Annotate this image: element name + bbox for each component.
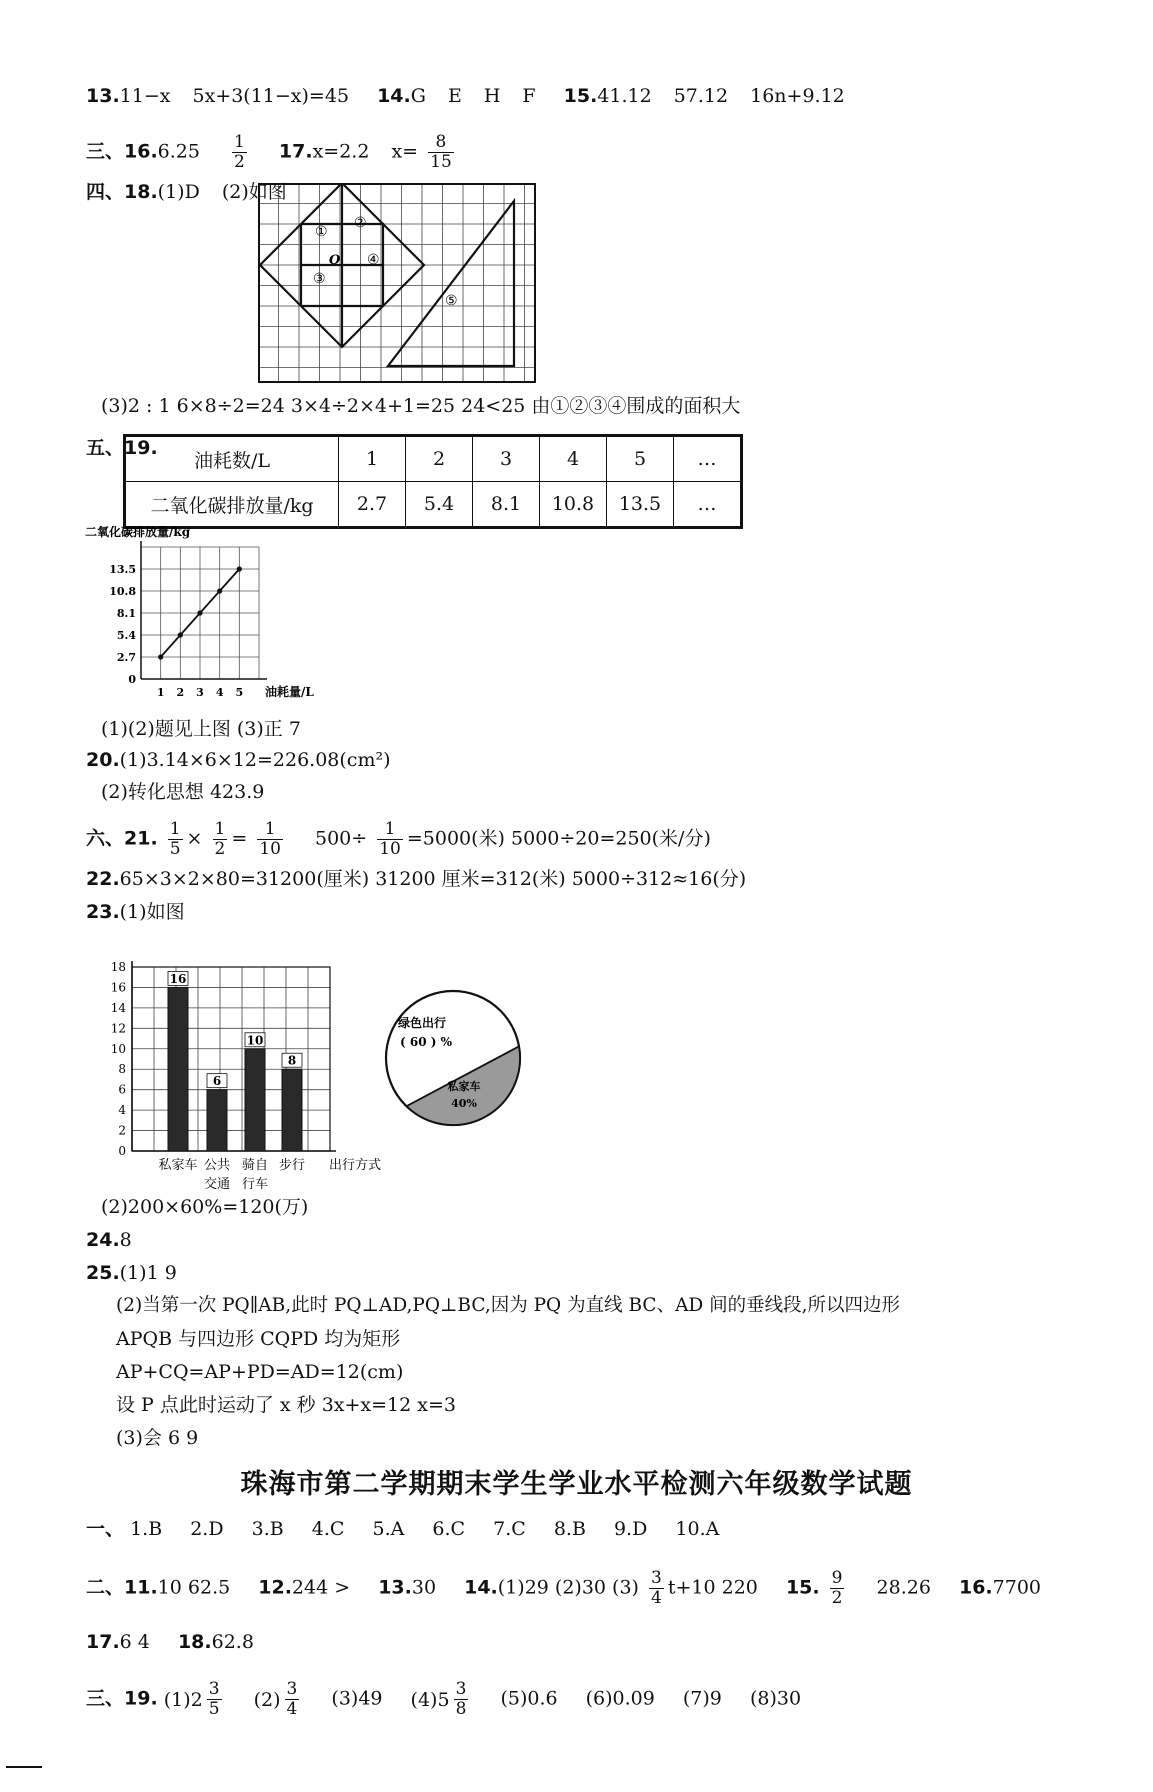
y-axis-label: 二氧化碳排放量/kg — [85, 526, 191, 539]
q15b-number: 15. — [785, 1576, 820, 1599]
table-cell: 3 — [473, 436, 540, 482]
q11-text: 10 62.5 — [157, 1576, 231, 1599]
x-tick-label: 5 — [235, 686, 244, 699]
travel-bar-chart — [100, 944, 390, 1194]
q22-number: 22. — [86, 868, 120, 890]
q12-number: 12. — [258, 1576, 292, 1599]
mc-answer: 2.D — [190, 1518, 224, 1540]
q14-number: 14. — [377, 85, 411, 107]
section-3-q19: 三、19. — [86, 1687, 158, 1710]
answer-line-17-18 — [86, 1630, 254, 1654]
answer-line-25-6: (3)会 6 9 — [116, 1427, 199, 1449]
label-1: ① — [315, 224, 328, 240]
data-point — [217, 588, 222, 593]
y-tick-label: 8 — [118, 1062, 126, 1077]
equals-sign: = — [231, 827, 248, 850]
answer-line-mc — [86, 1517, 719, 1541]
table-cell: 5.4 — [406, 482, 473, 528]
table-header-oil: 油耗数/L — [125, 436, 339, 482]
x-axis-label: 出行方式 — [328, 1158, 382, 1173]
q14-h: H — [483, 85, 501, 107]
fraction-1-10 — [257, 820, 283, 859]
bar — [245, 1049, 265, 1151]
times-sign: × — [186, 827, 203, 850]
answer-line-25-3: APQB 与四边形 CQPD 均为矩形 — [116, 1328, 401, 1350]
table-cell: 8.1 — [473, 482, 540, 528]
fraction-denominator: 15 — [430, 152, 452, 172]
q17-a: x=2.2 — [312, 140, 370, 163]
table-cell: … — [674, 436, 742, 482]
q15-c: 16n+9.12 — [750, 85, 845, 107]
data-point — [197, 610, 202, 615]
mc-answer: 6.C — [432, 1518, 466, 1540]
label-o: O — [329, 253, 341, 268]
fraction-3-4 — [649, 1569, 664, 1608]
p2-text: (2) — [253, 1688, 281, 1711]
fraction-denominator: 5 — [208, 1699, 220, 1719]
answer-line-19-sub: (1)(2)题见上图 (3)正 7 — [101, 718, 301, 740]
q15-number: 15. — [563, 85, 598, 107]
pie-slice-label: 私家车 — [447, 1080, 481, 1093]
label-4: ④ — [367, 252, 380, 268]
answer-line-24 — [86, 1228, 132, 1252]
fraction-1-2 — [213, 820, 228, 859]
data-point — [178, 632, 183, 637]
q24-text: 8 — [119, 1229, 132, 1251]
x-tick-label: 1 — [156, 686, 165, 699]
mc-answer: 8.B — [553, 1518, 586, 1540]
table-cell: 4 — [540, 436, 607, 482]
q17-b: x= — [391, 140, 419, 163]
mc-answer: 9.D — [613, 1518, 648, 1540]
table-row — [125, 482, 742, 528]
table-cell: 10.8 — [540, 482, 607, 528]
fraction-denominator: 8 — [455, 1699, 467, 1719]
fraction-numerator: 3 — [286, 1679, 298, 1699]
pie-slice-value: ( 60 ) % — [400, 1035, 452, 1049]
grid-figure — [258, 183, 536, 383]
q17-number: 17. — [278, 140, 313, 163]
y-tick-label: 6 — [118, 1082, 126, 1097]
oil-table — [123, 434, 743, 529]
q18-b: (2)如图 — [221, 181, 287, 203]
fraction-denominator: 10 — [259, 839, 281, 859]
table-header-co2: 二氧化碳排放量/kg — [125, 482, 339, 528]
bar — [282, 1069, 302, 1151]
bar-value-label: 16 — [169, 971, 187, 986]
q15-b: 57.12 — [673, 85, 729, 107]
y-tick-label: 16 — [110, 980, 126, 995]
answer-line-13-15 — [86, 84, 845, 108]
q17b-number: 17. — [86, 1631, 120, 1653]
fraction-numerator: 8 — [428, 133, 454, 153]
q20-text: (1)3.14×6×12=226.08(cm²) — [119, 749, 391, 771]
q23-number: 23. — [86, 901, 120, 923]
page-mark — [6, 1766, 42, 1768]
answer-line-22 — [86, 867, 746, 891]
fraction-half — [232, 133, 247, 172]
fraction-denominator: 2 — [831, 1588, 843, 1608]
fraction-denominator: 10 — [379, 839, 401, 859]
table-cell: 5 — [607, 436, 674, 482]
x-category-label: 公共 — [203, 1158, 231, 1173]
fraction-numerator: 9 — [831, 1568, 843, 1588]
fraction-9-2 — [830, 1569, 845, 1608]
travel-pie-chart — [382, 987, 524, 1129]
y-tick-label: 0 — [118, 1144, 126, 1158]
section-1: 一、 — [86, 1518, 125, 1540]
answer-line-20 — [86, 748, 391, 772]
q14b-text-2: t+10 220 — [667, 1576, 758, 1599]
answer-line-23-2: (2)200×60%=120(万) — [101, 1196, 309, 1218]
q21-b: =5000(米) 5000÷20=250(米/分) — [406, 827, 711, 850]
y-tick-label: 2 — [118, 1123, 126, 1138]
q14-f: F — [522, 85, 536, 107]
x-axis-label: 油耗量/L — [265, 685, 314, 699]
q22-text: 65×3×2×80=31200(厘米) 31200 厘米=312(米) 5000÷312≈16(分) — [119, 868, 747, 890]
fraction-numerator: 3 — [208, 1679, 220, 1699]
fraction-3-8 — [454, 1680, 469, 1719]
fraction-3-4b — [285, 1680, 300, 1719]
x-tick-label: 3 — [196, 686, 204, 699]
p1-text: (1)2 — [163, 1688, 203, 1711]
x-category-label: 行车 — [241, 1177, 269, 1192]
q15b-text: 28.26 — [876, 1576, 931, 1599]
answer-line-18-3: (3)2 : 1 6×8÷2=24 3×4÷2×4+1=25 24<25 由①②③④围成的面积大 — [101, 395, 741, 417]
mc-answer: 10.A — [675, 1518, 720, 1540]
q14-g: G — [410, 85, 426, 107]
q21-a: 500÷ — [315, 827, 368, 850]
p6-text: (6)0.09 — [585, 1687, 655, 1710]
answer-line-25-2: (2)当第一次 PQ∥AB,此时 PQ⊥AD,PQ⊥BC,因为 PQ 为直线 BC、AD 间的垂线段,所以四边形 — [116, 1295, 901, 1316]
answer-line-16-17 — [86, 133, 458, 172]
fraction-numerator: 1 — [234, 132, 245, 152]
table-cell: 13.5 — [607, 482, 674, 528]
q25-number: 25. — [86, 1262, 120, 1284]
section-5-q19: 五、19. — [86, 437, 158, 459]
q14b-number: 14. — [464, 1576, 498, 1599]
q18b-text: 62.8 — [211, 1631, 254, 1653]
fraction-1-10b — [377, 820, 403, 859]
p7-text: (7)9 — [682, 1687, 722, 1710]
page-title: 珠海市第二学期期末学生学业水平检测六年级数学试题 — [240, 1469, 913, 1500]
x-category-label: 步行 — [278, 1158, 306, 1173]
q25-text: (1)1 9 — [119, 1262, 177, 1284]
y-tick-label: 8.1 — [116, 607, 136, 620]
table-cell: 2 — [406, 436, 473, 482]
mc-answer: 4.C — [311, 1518, 345, 1540]
table-cell: … — [674, 482, 742, 528]
q17b-text: 6 4 — [119, 1631, 150, 1653]
pie-slice-label: 绿色出行 — [398, 1016, 447, 1030]
fraction-1-5 — [168, 820, 183, 859]
q12-text: 244 > — [291, 1576, 351, 1599]
fraction-3-5 — [207, 1680, 222, 1719]
data-point — [237, 566, 242, 571]
answer-line-11-16 — [86, 1569, 1041, 1608]
y-tick-label: 10.8 — [109, 585, 136, 598]
fraction-numerator: 1 — [214, 819, 226, 839]
fraction-numerator: 3 — [455, 1679, 467, 1699]
answer-line-25-4: AP+CQ=AP+PD=AD=12(cm) — [116, 1361, 404, 1383]
q13-number: 13. — [86, 85, 120, 107]
fraction-numerator: 3 — [651, 1568, 662, 1588]
label-2: ② — [354, 215, 367, 231]
bar — [207, 1090, 227, 1151]
p3-text: (3)49 — [331, 1687, 383, 1710]
bar-value-label: 10 — [246, 1033, 264, 1048]
mc-answer: 7.C — [493, 1518, 526, 1540]
q16b-text: 7700 — [992, 1576, 1042, 1599]
q13-answer-a: 11−x — [119, 85, 171, 107]
q16-a: 6.25 — [157, 140, 200, 163]
table-cell: 2.7 — [339, 482, 406, 528]
q14b-text: (1)29 (2)30 (3) — [497, 1576, 639, 1599]
q24-number: 24. — [86, 1229, 120, 1251]
co2-line-chart — [80, 526, 320, 706]
answer-line-19b — [86, 1680, 801, 1719]
mc-answer: 3.B — [251, 1518, 284, 1540]
fraction-denominator: 5 — [169, 839, 181, 859]
fraction-denominator: 4 — [286, 1699, 298, 1719]
bar-value-label: 8 — [287, 1053, 297, 1068]
x-category-label: 骑自 — [241, 1158, 269, 1173]
q23-text: (1)如图 — [119, 901, 185, 923]
bar-value-label: 6 — [212, 1074, 222, 1089]
answer-line-21 — [86, 820, 711, 859]
answer-line-20-2: (2)转化思想 423.9 — [101, 781, 265, 803]
fraction-numerator: 1 — [257, 820, 283, 840]
label-5: ⑤ — [445, 293, 458, 309]
y-tick-label: 5.4 — [116, 629, 136, 642]
mc-answer: 5.A — [372, 1518, 405, 1540]
x-tick-label: 4 — [215, 686, 224, 699]
q13-answer-b: 5x+3(11−x)=45 — [192, 85, 350, 107]
answer-line-25 — [86, 1261, 177, 1285]
y-tick-label: 12 — [110, 1021, 126, 1036]
p5-text: (5)0.6 — [500, 1687, 558, 1710]
y-tick-label: 14 — [110, 1000, 126, 1015]
bar — [168, 987, 188, 1151]
x-tick-label: 2 — [176, 686, 185, 699]
answer-line-25-5: 设 P 点此时运动了 x 秒 3x+x=12 x=3 — [116, 1394, 456, 1416]
fraction-numerator: 1 — [377, 820, 403, 840]
q14-e: E — [447, 85, 462, 107]
y-tick-label: 10 — [110, 1041, 126, 1056]
section-3-q16: 三、16. — [86, 140, 158, 163]
fraction-denominator: 4 — [651, 1588, 662, 1608]
q16b-number: 16. — [958, 1576, 993, 1599]
fraction-numerator: 1 — [169, 819, 181, 839]
y-tick-label: 18 — [110, 960, 126, 974]
data-point — [158, 654, 163, 659]
answer-line-18 — [86, 180, 287, 204]
label-3: ③ — [313, 271, 326, 287]
mc-answer: 1.B — [130, 1518, 163, 1540]
table-row — [125, 436, 742, 482]
x-category-label: 私家车 — [158, 1158, 198, 1173]
answer-line-23 — [86, 900, 185, 924]
section-2-q11: 二、11. — [86, 1576, 158, 1599]
y-tick-label: 2.7 — [116, 651, 136, 664]
section-4-q18: 四、18. — [86, 181, 158, 203]
q18b-number: 18. — [177, 1631, 212, 1653]
section-6-q21: 六、21. — [86, 827, 158, 850]
q13b-number: 13. — [378, 1576, 412, 1599]
q20-number: 20. — [86, 749, 120, 771]
q13b-text: 30 — [411, 1576, 437, 1599]
p8-text: (8)30 — [749, 1687, 802, 1710]
y-tick-label: 13.5 — [109, 563, 136, 576]
y-tick-label: 4 — [118, 1103, 126, 1118]
fraction-denominator: 2 — [234, 152, 245, 172]
q15-a: 41.12 — [597, 85, 652, 107]
table-cell: 1 — [339, 436, 406, 482]
q18-a: (1)D — [157, 181, 200, 203]
p4-text: (4)5 — [410, 1688, 450, 1711]
y-tick-label: 0 — [128, 673, 136, 686]
fraction-8-15 — [428, 133, 454, 172]
pie-slice-value: 40% — [451, 1097, 477, 1110]
x-category-label: 交通 — [203, 1177, 231, 1192]
fraction-denominator: 2 — [214, 839, 226, 859]
